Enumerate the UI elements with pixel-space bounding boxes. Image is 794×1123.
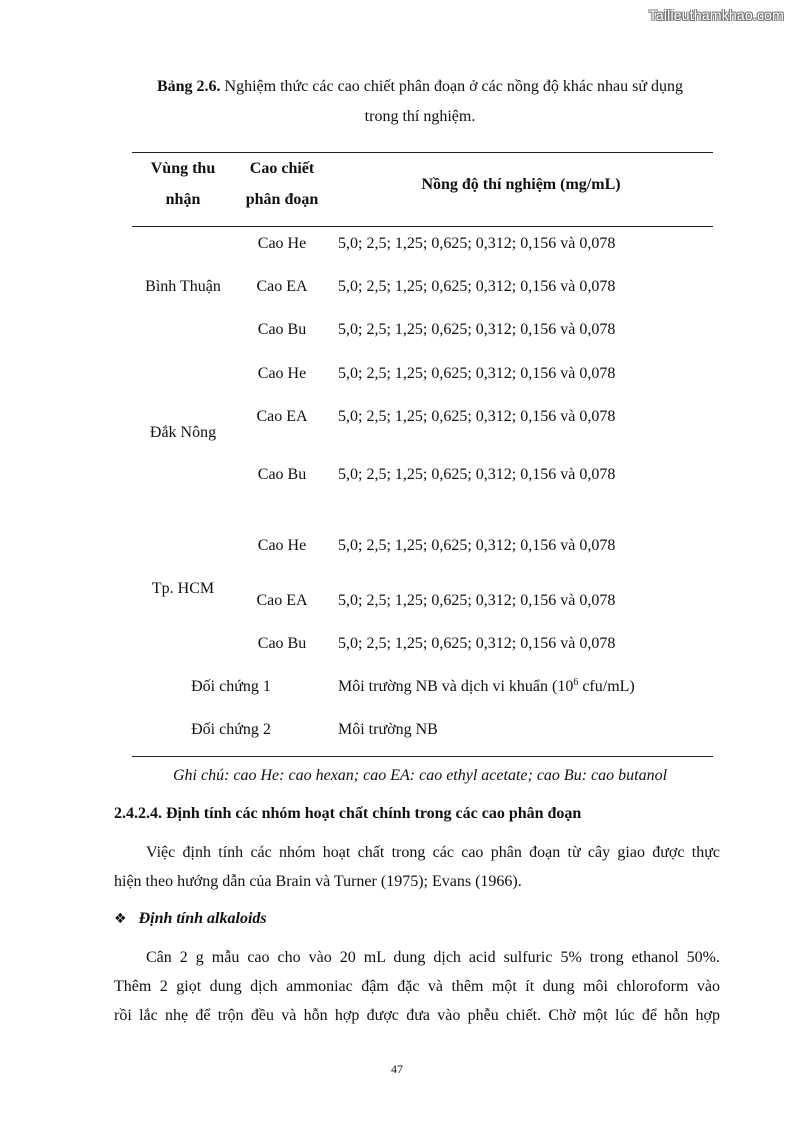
region-tp-hcm: Tp. HCM: [151, 580, 215, 597]
page-number: 47: [391, 1062, 403, 1076]
concentration-cell: 5,0; 2,5; 1,25; 0,625; 0,312; 0,156 và 0,078: [338, 635, 616, 652]
bullet-alkaloids: [114, 910, 267, 928]
control-2-name: Đối chứng 2: [191, 721, 271, 738]
header-bottom-rule: [132, 226, 713, 227]
region-dak-nong: Đắk Nông: [149, 424, 217, 441]
header-extract-line2: phân đoạn: [245, 191, 319, 208]
paragraph-line: Việc định tính các nhóm hoạt chất trong các cao phân đoạn từ cây giao được thực: [146, 844, 720, 861]
header-region-line1: Vùng thu: [150, 160, 216, 177]
extract-cell: Cao Bu: [257, 466, 307, 483]
bullet-title: Định tính alkaloids: [138, 910, 267, 927]
section-heading: 2.4.2.4. Định tính các nhóm hoạt chất chính trong các cao phân đoạn: [114, 805, 582, 822]
paragraph-1: [114, 838, 720, 896]
table-note: Ghi chú: cao He: cao hexan; cao EA: cao ethyl acetate; cao Bu: cao butanol: [172, 767, 668, 784]
table-caption-line2: trong thí nghiệm.: [364, 108, 476, 125]
table-top-rule: [132, 152, 713, 153]
concentration-cell: 5,0; 2,5; 1,25; 0,625; 0,312; 0,156 và 0,078: [338, 466, 616, 483]
diamond-bullet-icon: ❖: [114, 911, 127, 927]
paragraph-2: [114, 943, 720, 1030]
extract-cell: Cao EA: [256, 408, 308, 425]
header-region-line2: nhận: [165, 191, 201, 208]
extract-cell: Cao Bu: [257, 635, 307, 652]
concentration-cell: 5,0; 2,5; 1,25; 0,625; 0,312; 0,156 và 0,078: [338, 365, 616, 382]
extract-cell: Cao He: [257, 537, 307, 554]
extract-cell: Cao EA: [256, 278, 308, 295]
extract-cell: Cao He: [257, 365, 307, 382]
control-1-description: Môi trường NB và dịch vi khuẩn ($10^6$ cfu/mL): [338, 677, 635, 695]
concentration-cell: 5,0; 2,5; 1,25; 0,625; 0,312; 0,156 và 0,078: [338, 592, 616, 609]
region-binh-thuan: Bình Thuận: [145, 278, 221, 295]
concentration-cell: 5,0; 2,5; 1,25; 0,625; 0,312; 0,156 và 0,078: [338, 408, 616, 425]
table-caption-text: Nghiệm thức các cao chiết phân đoạn ở các nồng độ khác nhau sử dụng: [220, 78, 684, 95]
concentration-cell: 5,0; 2,5; 1,25; 0,625; 0,312; 0,156 và 0,078: [338, 235, 616, 252]
table-bottom-rule: [132, 756, 713, 757]
table-caption: [110, 78, 730, 96]
concentration-cell: 5,0; 2,5; 1,25; 0,625; 0,312; 0,156 và 0,078: [338, 321, 616, 338]
paragraph-line: Thêm 2 giọt dung dịch ammoniac đậm đặc và thêm một ít dung môi chloroform vào: [114, 978, 720, 995]
concentration-cell: 5,0; 2,5; 1,25; 0,625; 0,312; 0,156 và 0,078: [338, 278, 616, 295]
extract-cell: Cao Bu: [257, 321, 307, 338]
concentration-cell: 5,0; 2,5; 1,25; 0,625; 0,312; 0,156 và 0,078: [338, 537, 616, 554]
control-2-description: Môi trường NB: [338, 721, 438, 738]
control-1-name: Đối chứng 1: [191, 678, 271, 695]
watermark: Tailieuthamkhao.com: [648, 7, 784, 23]
superscript: 6: [573, 677, 579, 688]
paragraph-line: hiện theo hướng dẫn của Brain và Turner (1975); Evans (1966).: [114, 873, 522, 890]
extract-cell: Cao EA: [256, 592, 308, 609]
paragraph-line: rồi lắc nhẹ để trộn đều và hỗn hợp được đưa vào phễu chiết. Chờ một lúc để hỗn hợp: [114, 1007, 720, 1024]
table-caption-label: Bảng 2.6.: [156, 78, 221, 95]
extract-cell: Cao He: [257, 235, 307, 252]
paragraph-line: Cân 2 g mẫu cao cho vào 20 mL dung dịch acid sulfuric 5% trong ethanol 50%.: [146, 949, 720, 966]
header-concentration: Nồng độ thí nghiệm (mg/mL): [421, 176, 621, 193]
header-extract-line1: Cao chiết: [249, 160, 315, 177]
